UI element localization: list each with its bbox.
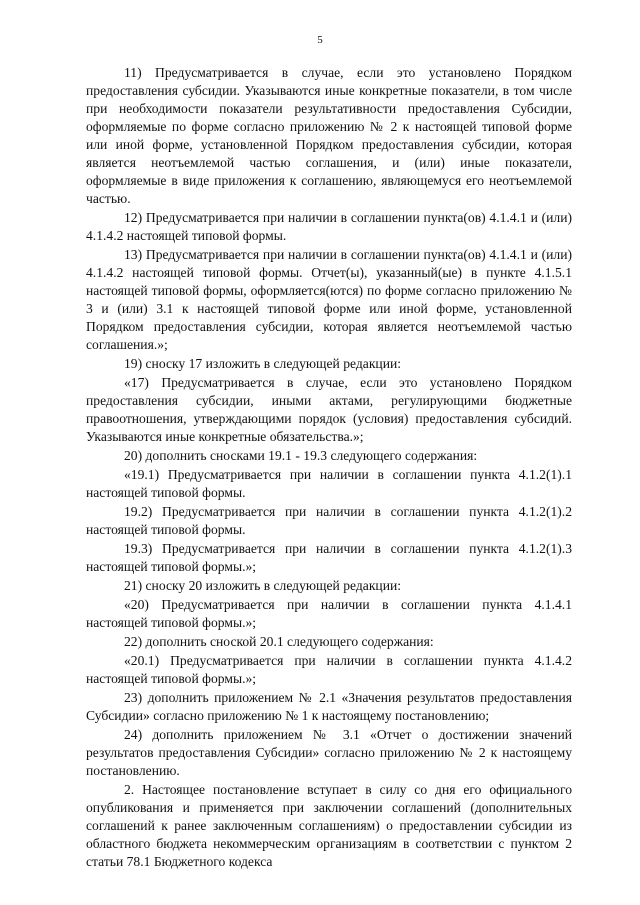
paragraph-note-20-1: «20.1) Предусматривается при наличии в соглашении пункта 4.1.4.2 настоящей типовой формы.»; — [86, 653, 572, 686]
paragraph-item-20: 20) дополнить сносками 19.1 - 19.3 следующего содержания: — [124, 448, 478, 463]
paragraph-note-13: 13) Предусматривается при наличии в соглашении пункта(ов) 4.1.4.1 и (или) 4.1.4.2 настоящей типовой формы. Отчет(ы), указанный(ые) в пункте 4.1.5.1 настоящей типовой формы, оформляется(ются) по форме согласно приложению № 3 и (или) 3.1 к настоящей типовой форме или иной форме, установленной Порядком предоставления субсидии, которая является неотъемлемой частью соглашения.»; — [86, 247, 572, 352]
paragraph-section-2: 2. Настоящее постановление вступает в силу со дня его официального опубликования и применяется при заключении соглашений (дополнительных соглашений к ранее заключенным соглашениям) о предоставлении субсидии из областного бюджета некоммерческим организациям в соответствии с пунктом 2 статьи 78.1 Бюджетного кодекса — [86, 782, 572, 869]
paragraph-note-11: 11) Предусматривается в случае, если это установлено Порядком предоставления субсидии. Указываются иные конкретные показатели, в том числе при необходимости показатели результативности предоставления Субсидии, оформляемые по форме согласно приложению № 2 к настоящей типовой форме или иной форме, установленной Порядком предоставления субсидии, которая является неотъемлемой частью соглашения, и (или) иные показатели, оформляемые в виде приложения к соглашению, являющемуся его неотъемлемой частью. — [86, 65, 572, 206]
paragraph-note-19-2: 19.2) Предусматривается при наличии в соглашении пункта 4.1.2(1).2 настоящей типовой формы. — [86, 504, 572, 537]
paragraph-note-20: «20) Предусматривается при наличии в соглашении пункта 4.1.4.1 настоящей типовой формы.»; — [86, 597, 572, 630]
paragraph-note-19-3: 19.3) Предусматривается при наличии в соглашении пункта 4.1.2(1).3 настоящей типовой формы.»; — [86, 541, 572, 574]
paragraph-item-22: 22) дополнить сноской 20.1 следующего содержания: — [124, 634, 434, 649]
paragraph-item-24: 24) дополнить приложением № 3.1 «Отчет о достижении значений результатов предоставления Субсидии» согласно приложению № 2 к настоящему постановлению. — [86, 727, 572, 778]
page-number: 5 — [317, 34, 323, 46]
paragraph-item-19: 19) сноску 17 изложить в следующей редакции: — [124, 356, 402, 371]
paragraph-note-19-1: «19.1) Предусматривается при наличии в соглашении пункта 4.1.2(1).1 настоящей типовой формы. — [86, 467, 572, 500]
paragraph-item-23: 23) дополнить приложением № 2.1 «Значения результатов предоставления Субсидии» согласно приложению № 1 к настоящему постановлению; — [86, 690, 572, 723]
document-body — [86, 64, 572, 872]
paragraph-note-12: 12) Предусматривается при наличии в соглашении пункта(ов) 4.1.4.1 и (или) 4.1.4.2 настоящей типовой формы. — [86, 210, 572, 243]
paragraph-item-21: 21) сноску 20 изложить в следующей редакции: — [124, 578, 402, 593]
paragraph-note-17: «17) Предусматривается в случае, если это установлено Порядком предоставления субсидии, иными актами, регулирующими бюджетные правоотношения, утверждающими порядок (условия) предоставления субсидий. Указываются иные конкретные обязательства.»; — [86, 375, 572, 444]
